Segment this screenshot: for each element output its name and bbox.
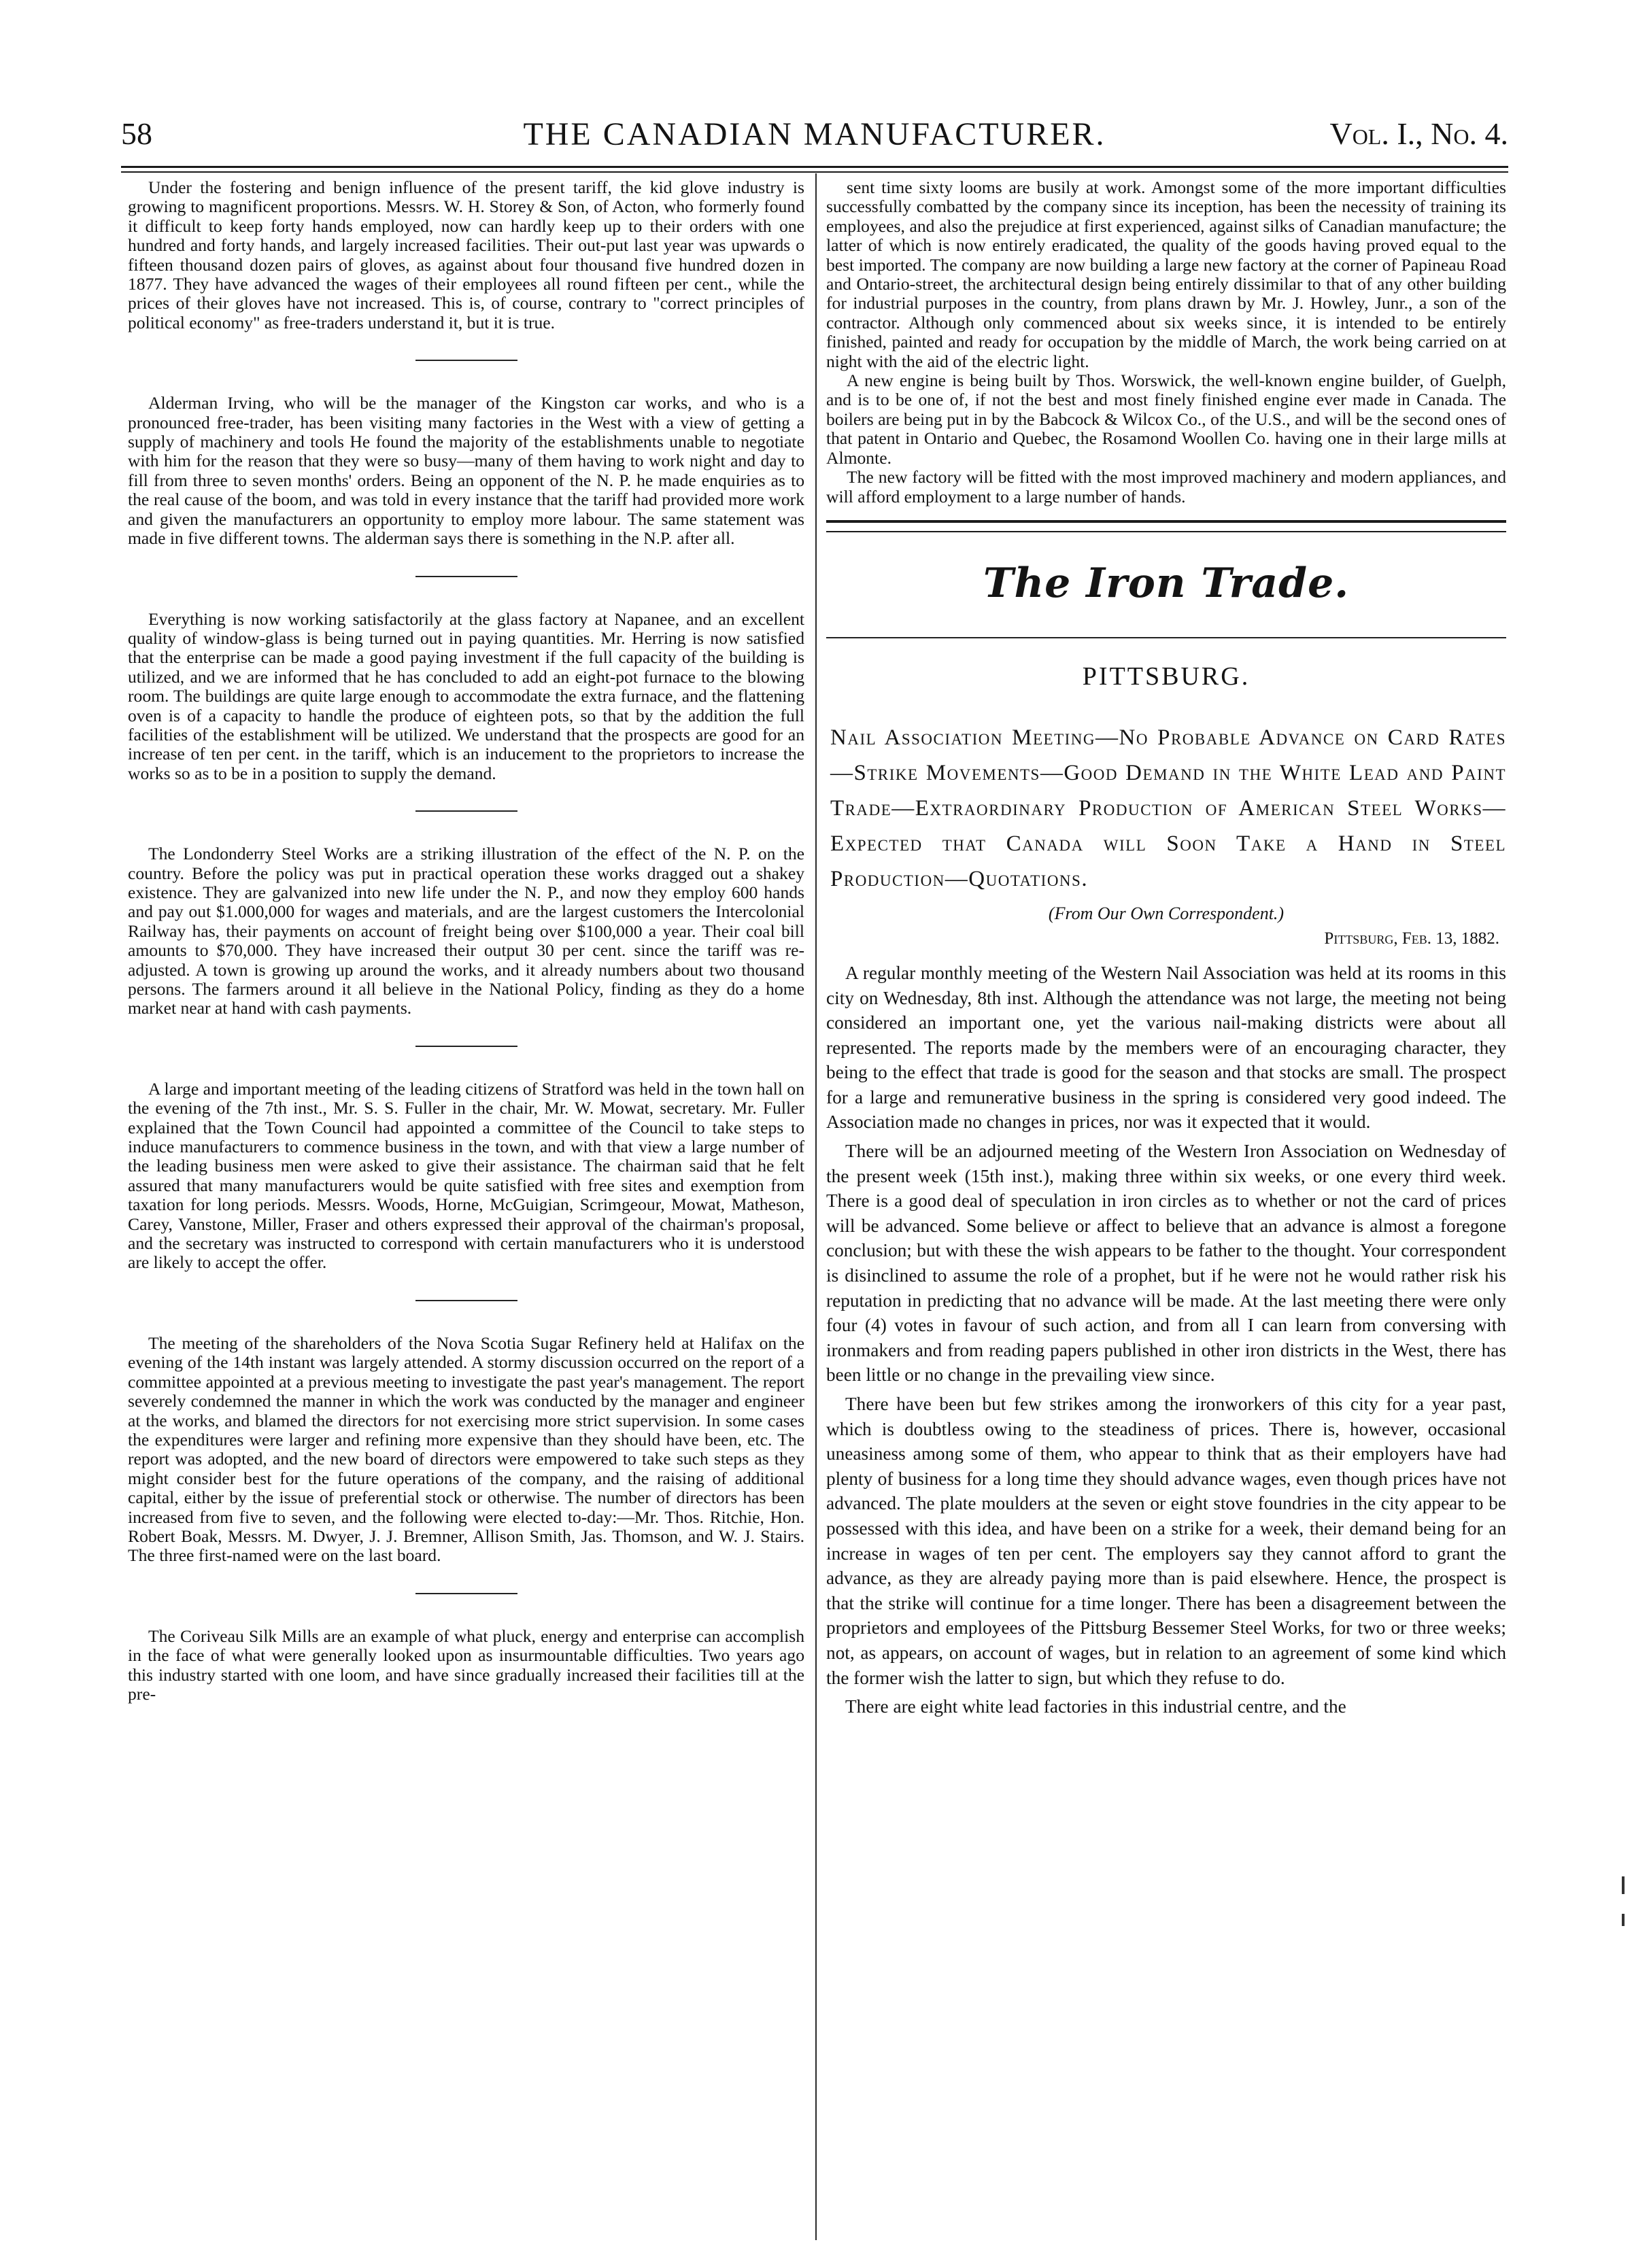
article-stratford-meeting: A large and important meeting of the leading citizens of Stratford was held in the town hall on the evening of the 7th inst., Mr. S. S. Fuller in the chair, Mr. W. Mowat, secretary. Mr. Fuller explained that the Town Council had appointed a committee of the Council to take steps to induce manufacturers to commence business in the town, and with that view a large number of the leading business men were asked to give their assistance. The chairman said that he felt assured that many manufacturers would be quite satisfied with free sites and exemption from taxation for long periods. Messrs. Woods, Horne, McGuigian, Scrimgeour, Mowat, Matheson, Carey, Vanstone, Miller, Fraser and others expressed their approval of the chairman's proposal, and the secretary was instructed to correspond with certain manufacturers who it is understood are likely to accept the offer. [128,1078,804,1273]
section-rule-thin [826,637,1506,638]
left-column [128,178,804,1704]
article-silk-continued: sent time sixty looms are busily at work. Amongst some of the more important difficulties successfully combatted by the company since its inception, has been the necessity of training its employees, and also the prejudice at first experienced, against silks of Canadian manufacture; the latter of which is now entirely eradicated, the quality of the goods having proved equal to the best imported. The company are now building a large new factory at the corner of Papineau Road and Ontario-street, the architectural design being entirely dissimilar to that of any other building for industrial purposes in the country, from plans drawn by Mr. J. Howley, Junr., a son of the contractor. Although only commenced about six weeks since, it is intended to be entirely finished, painted and ready for occupation by the middle of March, the work being carried on at night with the aid of the electric light. [826,177,1506,371]
article-separator [415,576,517,577]
body-paragraph: There are eight white lead factories in this industrial centre, and the [845,1696,1346,1717]
city-heading: PITTSBURG. [1082,662,1251,691]
article-separator [415,1593,517,1594]
body-paragraph: A regular monthly meeting of the Western Nail Association was held at its rooms in this city on Wednesday, 8th inst. Although the attendance was not large, the meeting not being considered an important one, yet the various nail-making districts were about all represented. The reports made by the members were of an encouraging character, they being to the effect that trade is good for the season and that stocks are small. The prospect for a large and remunerative business in the spring is considered very good indeed. The Association made no changes in prices, nor was it expected that it would. [826,962,1506,1133]
body-paragraph: There will be an adjourned meeting of the Western Iron Association on Wednesday of the present week (15th inst.), making three within six weeks, or one every third week. There is a good deal of speculation in iron circles as to whether or not the card of prices will be advanced. Some believe or affect to believe that an advance is almost a foregone conclusion; but with these the wish appears to be father to the thought. Your correspondent is disinclined to assume the role of a prophet, but if he were not he would rather risk his reputation in predicting that no advance will be made. At the last meeting there were only four (4) votes in favour of such action, and from all I can learn from conversing with ironmakers and from reading papers published in other iron districts in the West, there has been little or no change in the prevailing view since. [826,1141,1506,1386]
article-separator [415,810,517,812]
scan-mark [1622,1876,1625,1894]
right-column [826,178,1506,1723]
byline: (From Our Own Correspondent.) [1048,903,1285,923]
article-napanee-glass: Everything is now working satisfactorily at the glass factory at Napanee, and an excellent quality of window-glass is being turned out in paying quantities. Mr. Herring is now satisfied that the enterprise can be made a good paying investment if the full capacity of the building is utilized, and we are informed that he has concluded to add an eight-pot furnace to the blowing room. The buildings are quite large enough to accommodate the extra furnace, and the flattening oven is of a capacity to handle the produce of eighteen pots, so that by the addition the full facilities of the establishment will be utilized. We understand that the prospects are good for an increase of ten per cent. in the tariff, which is an inducement to the proprietors to increase the works so as to be in a position to supply the demand. [128,608,804,783]
page-header [121,116,1508,163]
article-sugar-refinery: The meeting of the shareholders of the Nova Scotia Sugar Refinery held at Halifax on the evening of the 14th instant was largely attended. A stormy discussion occurred on the report of a committee appointed at a previous meeting to investigate the past year's management. The report severely condemned the manner in which the work was conducted by the manager and engineer at the works, and blamed the directors for not exercising more strict supervision. In some cases the expenditures were larger and refining more expensive than they should have been, etc. The report was adopted, and the new board of directors were empowered to take such steps as they might consider best for the future operations of the company, and the raising of additional capital, either by the issue of preferential stock or otherwise. The number of directors has been increased from five to seven, and the following were elected to-day:—Mr. Thos. Ritchie, Hon. Robert Boak, Messrs. M. Dwyer, J. J. Bremner, Allison Smith, Jas. Thomson, and W. J. Stairs. The three first-named were on the last board. [128,1333,804,1566]
article-separator [415,1300,517,1301]
article-headline: Nail Association Meeting—No Probable Advance on Card Rates—Strike Movements—Good Demand in the White Lead and Paint Trade—Extraordinary Production of American Steel Works—Expected that Canada will Soon Take a Hand in Steel Production—Quotations. [830,725,1506,891]
article-alderman-irving: Alderman Irving, who will be the manager of the Kingston car works, and who is a pronounced free-trader, has been visiting many factories in the West with a view of getting a supply of machinery and tools He found the majority of the establishments unable to negotiate with him for the reason that they were so busy—many of them having to work night and day to fill from three to seven months' orders. Being an opponent of the N. P. he made enquiries as to the real cause of the boom, and was told in every instance that the tariff had provided more work and given the manufacturers an opportunity to employ more labour. The same statement was made in five different towns. The alderman says there is something in the N.P. after all. [128,393,804,549]
section-rule [826,520,1506,532]
article-coriveau-silk: The Coriveau Silk Mills are an example of what pluck, energy and enterprise can accomplish in the face of what were generally looked upon as insurmountable difficulties. Two years ago this industry started with one loom, and have since gradually increased their facilities till at the pre- [128,1626,804,1704]
article-londonderry-steel: The Londonderry Steel Works are a striking illustration of the effect of the N. P. on the country. Before the policy was put in practical operation these works dragged out a shakey existence. They are galvanized into new life under the N. P., and now they employ 600 hands and pay out $1.000,000 for wages and materials, and are the largest customers the Intercolonial Railway has, their payments on account of freight being over $100,000 a year. Their coal bill amounts to $70,000. They have increased their output 30 per cent. since the tariff was re-adjusted. A town is growing up around the works, and it already numbers about two thousand persons. The farmers around it all believe in the National Policy, finding as they do a home market near at hand with cash payments. [128,844,804,1018]
article-worswick-engine: A new engine is being built by Thos. Worswick, the well-known engine builder, of Guelph, and is to be one of, if not the best and most finely finished engine ever made in Canada. The boilers are being put in by the Babcock & Wilcox Co., of the U.S., and will be the second ones of that patent in Ontario and Quebec, the Rosamond Woollen Co. having one in their large mills at Almonte. [826,371,1506,468]
page-number: 58 [121,116,152,151]
dateline: Pittsburg, Feb. 13, 1882. [1324,929,1499,948]
publication-title: THE CANADIAN MANUFACTURER. [523,116,1106,152]
volume-number: Vol. I., No. 4. [1329,116,1508,151]
article-new-factory: The new factory will be fitted with the most improved machinery and modern appliances, and will afford employment to a large number of hands. [826,467,1506,506]
header-rule [121,166,1508,173]
section-title: The Iron Trade. [983,559,1350,607]
article-separator [415,1046,517,1047]
article-kid-gloves: Under the fostering and benign influence of the present tariff, the kid glove industry is growing to magnificent proportions. Messrs. W. H. Storey & Son, of Acton, who formerly found it difficult to keep forty hands employed, now can hardly keep up to their orders with one hundred and forty hands, and largely increased facilities. Their out-put last year was upwards o fifteen thousand dozen pairs of gloves, as against about four thousand five hundred dozen in 1877. They have advanced the wages of their employees all round fifteen per cent., while the prices of their gloves have not increased. This is, of course, contrary to "correct principles of political economy" as free-traders understand it, but it is true. [128,177,804,332]
column-divider [815,173,817,2240]
article-separator [415,360,517,361]
body-paragraph: There have been but few strikes among the ironworkers of this city for a year past, which is doubtless owing to the steadiness of prices. There is, however, occasional uneasiness among some of them, who appear to think that as their employers have had plenty of business for a long time they should advance wages, even though prices have not advanced. The plate moulders at the seven or eight stove foundries in the city appear to be possessed with this idea, and have been on a strike for a week, their demand being for an increase in wages of ten per cent. The employers say they cannot afford to grant the advance, as they are already paying more than is paid elsewhere. Hence, the prospect is that the strike will continue for a time longer. There has been a disagreement between the proprietors and employees of the Pittsburg Bessemer Steel Works, for two or three weeks; not, as appears, on account of wages, but in relation to an agreement of some kind which the former wish the latter to sign, but which they refuse to do. [826,1394,1506,1688]
scan-mark [1622,1914,1625,1926]
